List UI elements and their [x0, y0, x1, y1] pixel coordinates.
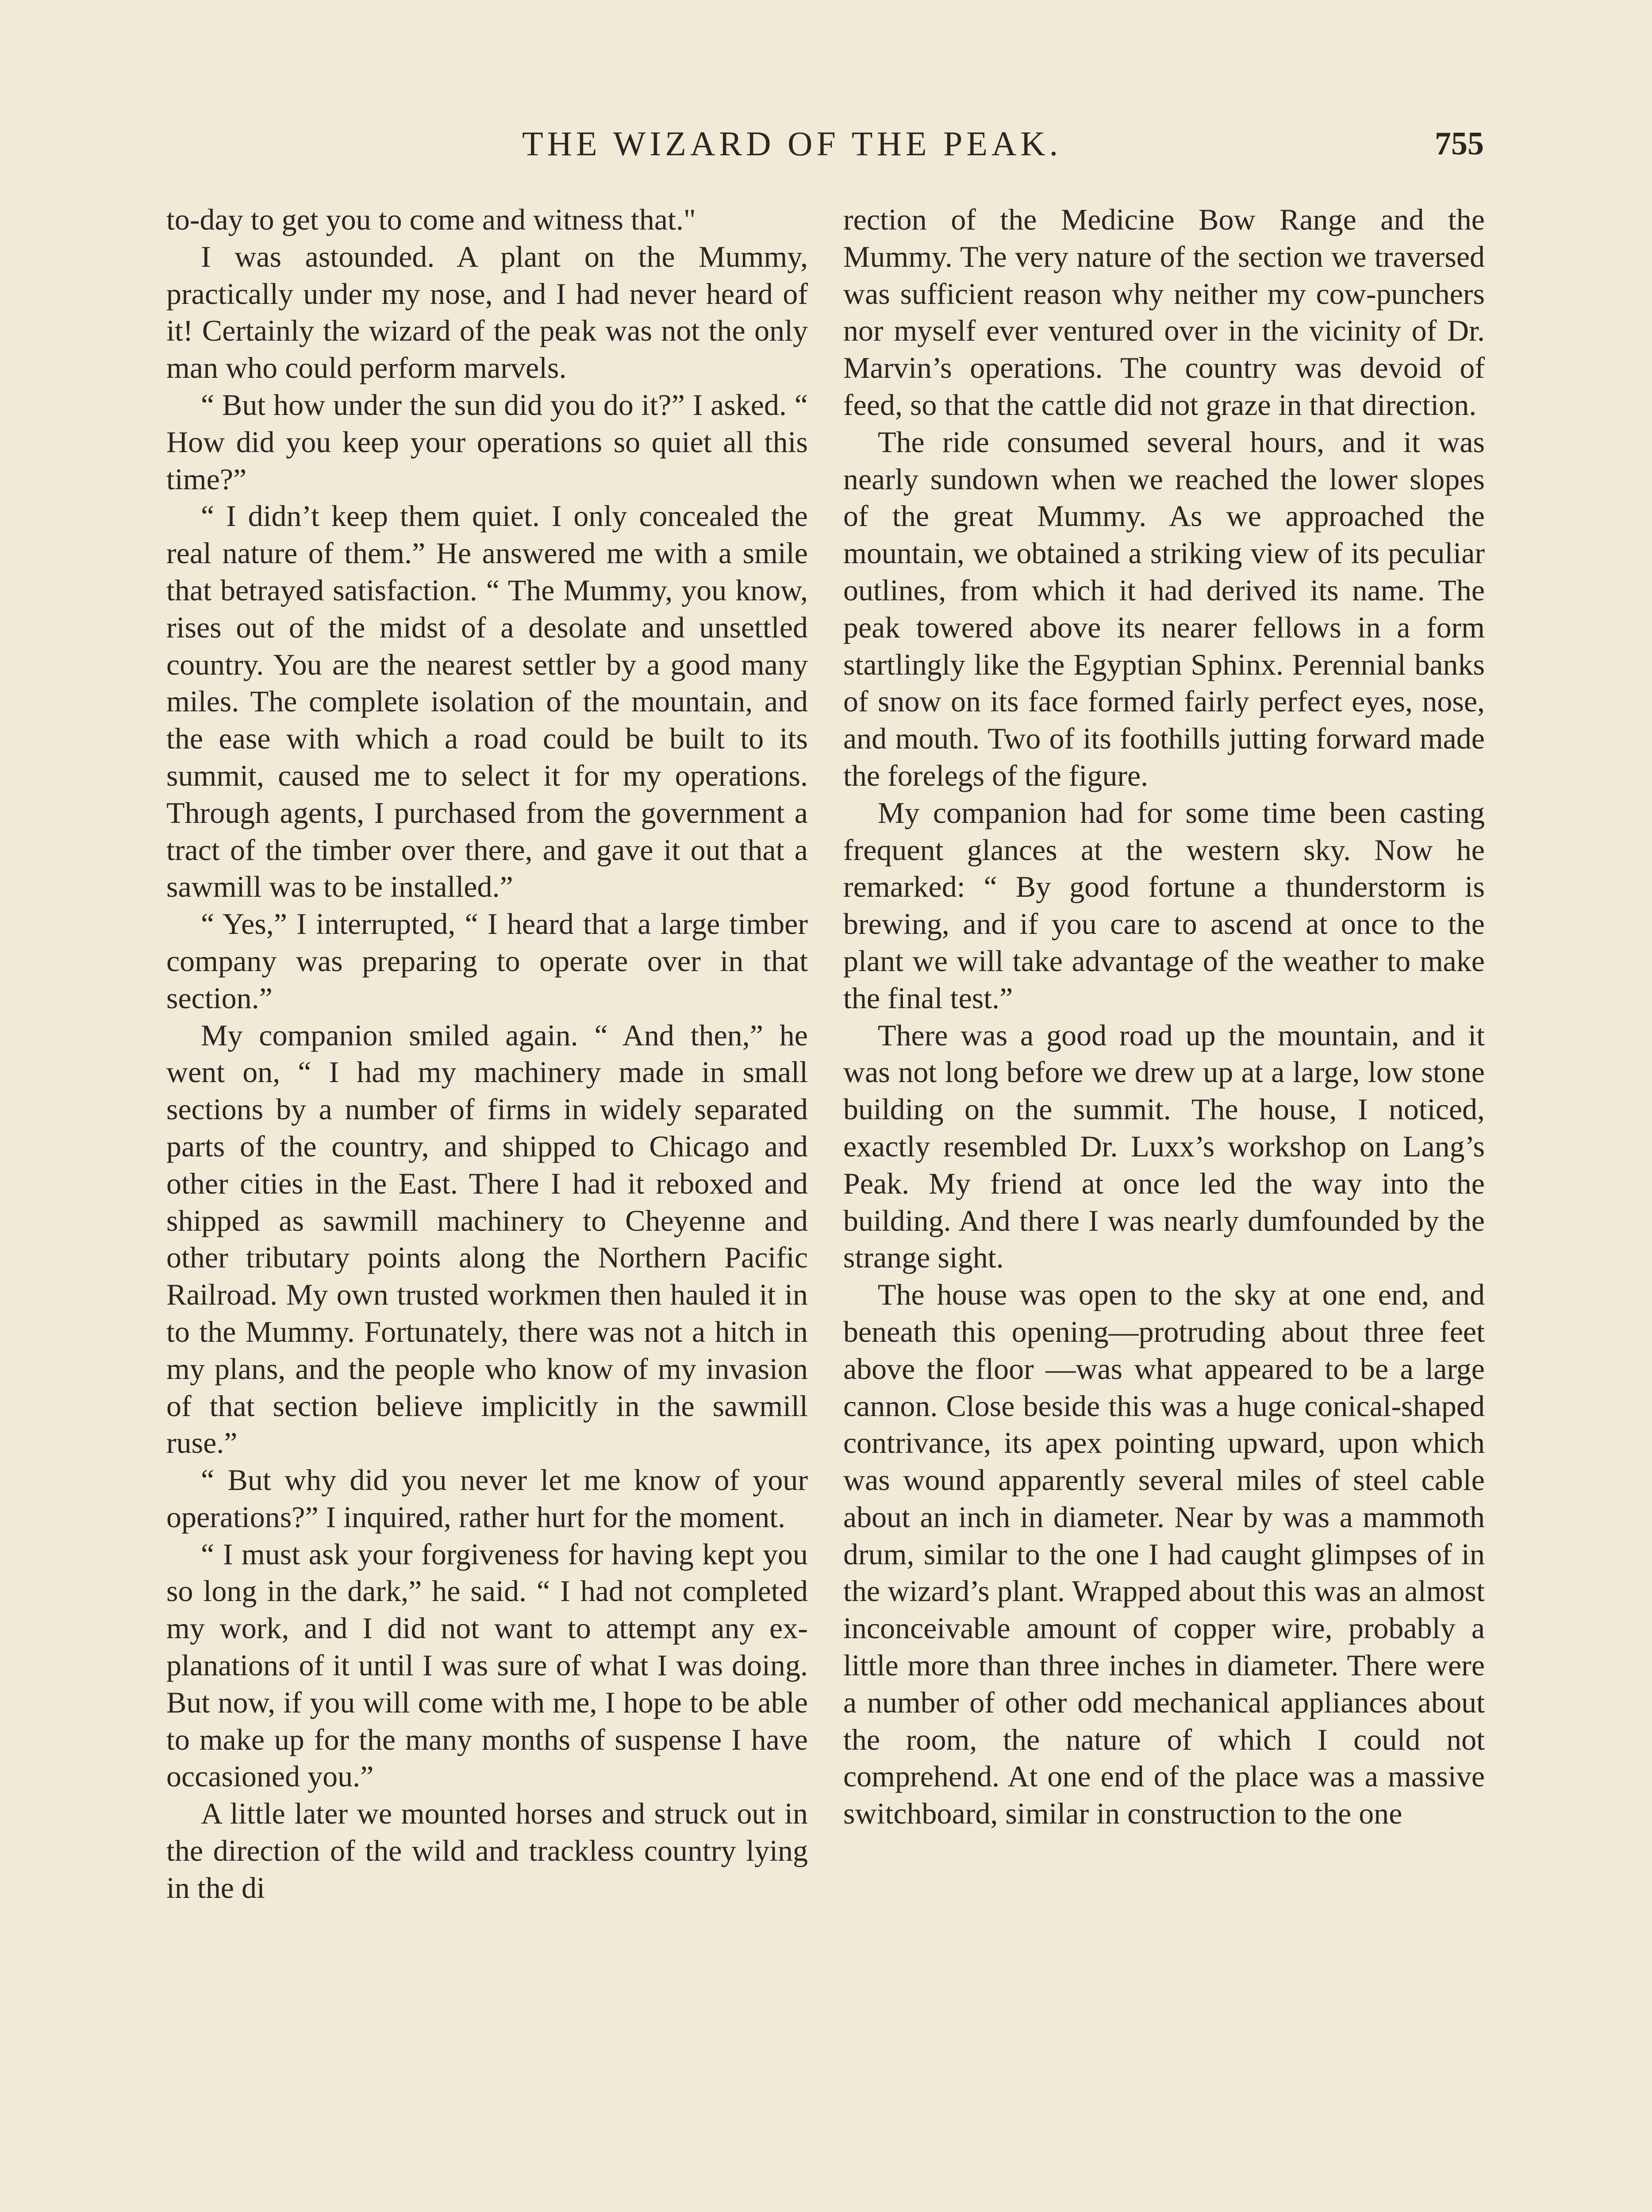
paragraph: “ I didn’t keep them quiet. I only concealed the real nature of them.” He answered me with a smile that betrayed satisfaction. “ The Mummy, you know, rises out of the midst of a desolate and unsettled country. You are the nearest settler by a good many miles. The complete isolation of the mountain, and the ease with which a road could be built to its summit, caused me to select it for my operations. Through agents, I purchased from the government a tract of the timber over there, and gave it out that a sawmill was to be installed.”: [166, 499, 808, 904]
paragraph: I was astounded. A plant on the Mummy, practically under my nose, and I had never heard of it! Certainly the wizard of the peak was not the only man who could perform marvels.: [166, 239, 808, 385]
paragraph: The house was open to the sky at one end, and beneath this opening—protruding about three feet above the floor —was what appeared to be a large cannon. Close beside this was a huge conical-shaped contrivance, its apex pointing upward, upon which was wound apparently several miles of steel cable about an inch in diameter. Near by was a mammoth drum, similar to the one I had caught glimpses of in the wizard’s plant. Wrapped about this was an almost inconceivable amount of copper wire, probably a little more than three inches in diameter. There were a number of other odd mechanical appliances about the room, the nature of which I could not comprehend. At one end of the place was a massive switchboard, similar in construction to the one: [843, 1278, 1485, 1831]
paragraph: rection of the Medicine Bow Range and the Mummy. The very nature of the section we traversed was sufficient reason why neither my cow-punchers nor myself ever ventured over in the vicinity of Dr. Marvin’s operations. The country was devoid of feed, so that the cattle did not graze in that direction.: [843, 203, 1485, 422]
running-head: [0, 119, 1652, 168]
paragraph: The ride consumed several hours, and it was nearly sundown when we reached the lower slopes of the great Mummy. As we approached the mountain, we obtained a striking view of its peculiar outlines, from which it had derived its name. The peak towered above its nearer fellows in a form startlingly like the Egyptian Sphinx. Perennial banks of snow on its face formed fairly perfect eyes, nose, and mouth. Two of its foothills jutting forward made the forelegs of the figure.: [843, 425, 1485, 792]
paragraph: “ But why did you never let me know of your operations?” I inquired, rather hurt for the moment.: [166, 1463, 808, 1534]
paragraph: “ I must ask your forgiveness for having kept you so long in the dark,” he said. “ I had not completed my work, and I did not want to attempt any explanations of it until I was sure of what I was doing. But now, if you will come with me, I hope to be able to make up for the many months of suspense I have occasioned you.”: [166, 1537, 808, 1793]
paragraph: A little later we mounted horses and struck out in the direction of the wild and trackless country lying in the di: [166, 1797, 808, 1905]
paragraph: to-day to get you to come and witness that.": [166, 203, 696, 236]
paragraph: “ Yes,” I interrupted, “ I heard that a large timber company was preparing to operate over in that section.”: [166, 907, 808, 1015]
right-column: [843, 201, 1485, 2212]
text-columns: [166, 201, 1485, 2212]
paragraph: “ But how under the sun did you do it?” I asked. “ How did you keep your operations so quiet all this time?”: [166, 388, 808, 496]
page-number: 755: [1435, 126, 1484, 162]
left-column: [166, 201, 808, 2212]
running-title: THE WIZARD OF THE PEAK.: [522, 124, 1062, 163]
paragraph: My companion smiled again. “ And then,” he went on, “ I had my machinery made in small sections by a number of firms in widely separated parts of the country, and shipped to Chicago and other cities in the East. There I had it reboxed and shipped as sawmill machinery to Cheyenne and other tributary points along the Northern Pacific Railroad. My own trusted workmen then hauled it in to the Mummy. Fortunately, there was not a hitch in my plans, and the people who know of my invasion of that section believe implicitly in the sawmill ruse.”: [166, 1018, 808, 1460]
paragraph: There was a good road up the mountain, and it was not long before we drew up at a large, low stone building on the summit. The house, I noticed, exactly resembled Dr. Luxx’s workshop on Lang’s Peak. My friend at once led the way into the building. And there I was nearly dumfounded by the strange sight.: [843, 1018, 1485, 1275]
paragraph: My companion had for some time been casting frequent glances at the western sky. Now he remarked: “ By good fortune a thunderstorm is brewing, and if you care to ascend at once to the plant we will take advantage of the weather to make the final test.”: [843, 795, 1485, 1015]
